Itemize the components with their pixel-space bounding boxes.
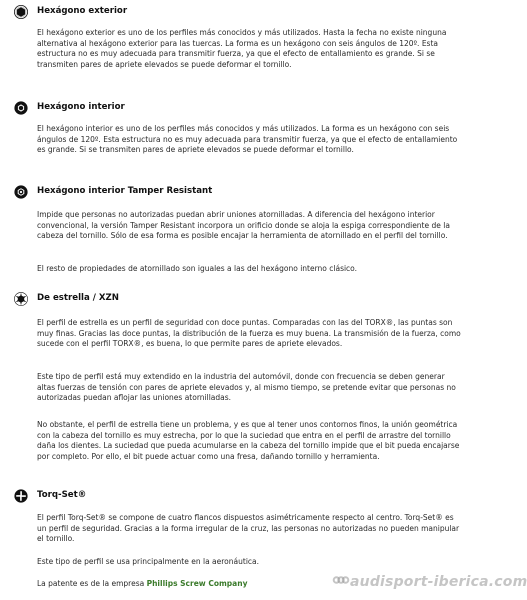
section-heading (14, 487, 86, 503)
section-heading (14, 290, 119, 306)
hex-interior-icon (14, 100, 28, 114)
patent-prefix: La patente es de la empresa (37, 579, 147, 588)
hex-tamper-icon (14, 184, 28, 198)
section-title: Hexágono interior (37, 102, 125, 112)
section-paragraph: Impide que personas no autorizadas puedan abrir uniones atornilladas. A diferencia del hexágono interior convencional, la versión Tamper Resistant incorpora un orificio donde se aloja la espiga correspondiente de la cabeza del tornillo. Sólo de esa forma es posible encajar la herramienta de atornillado en el perfil del tornillo. (37, 210, 450, 241)
section-title: De estrella / XZN (37, 293, 119, 303)
section-heading (14, 183, 212, 199)
section-paragraph: El hexágono exterior es uno de los perfiles más conocidos y más utilizados. Hasta la fecha no existe ninguna alternativa al hexágono exterior para las tuercas. La forma es un hexágono con seis ángulos de 120º. Esta estructura no es muy adecuada para transmitir fuerza, ya que el efecto de entallamiento es grande. Si se transmiten pares de apriete elevados se puede deformar el tornillo. (37, 28, 447, 69)
section-paragraph: Este tipo de perfil se usa principalmente en la aeronáutica. (37, 557, 260, 566)
section-paragraph: El perfil Torq-Set® se compone de cuatro flancos dispuestos asimétricamente respecto al centro. Torq-Set® es un perfil de seguridad. Gracias a la forma irregular de la cruz, las personas no autorizadas no pueden manipular el tornillo. (37, 513, 460, 544)
section-paragraph: El resto de propiedades de atornillado son iguales a las del hexágono interno clásico. (37, 264, 358, 273)
section-paragraph: El perfil de estrella es un perfil de seguridad con doce puntas. Comparadas con las del TORX®, las puntas son muy finas. Gracias las doce puntas, la distribución de la fuerza es muy buena. La transmisión de la fuerza, como sucede con el perfil TORX®, es buena, lo que permite pares de apriete elevados. (37, 318, 461, 349)
hex-exterior-icon (14, 4, 28, 18)
section-title: Hexágono interior Tamper Resistant (37, 186, 213, 196)
patent-company-link[interactable]: Phillips Screw Company (146, 579, 248, 588)
section-title: Torq-Set® (37, 490, 87, 500)
section-paragraph: Este tipo de perfil está muy extendido en la industria del automóvil, donde con frecuencia se deben generar altas fuerzas de tensión con pares de apriete elevados y, al mismo tiempo, se pretende evitar que personas no autorizadas puedan aflojar las uniones atornilladas. (37, 372, 456, 403)
section-heading (14, 99, 125, 115)
star-xzn-icon (14, 291, 28, 305)
section-title: Hexágono exterior (37, 6, 128, 16)
section-paragraph: No obstante, el perfil de estrella tiene un problema, y es que al tener unos contornos finos, la unión geométrica con la cabeza del tornillo es muy estrecha, por lo que la suciedad que entra en el perfil de arrastre del tornillo daña los dientes. La suciedad que pueda acumularse en la cabeza del tornillo impide que el bit pueda encajarse por completo. Por ello, el bit puede actuar como una fresa, dañando tornillo y herramienta. (37, 420, 460, 461)
torq-set-icon (14, 488, 28, 502)
section-paragraph: El hexágono interior es uno de los perfiles más conocidos y más utilizados. La forma es un hexágono con seis ángulos de 120º. Esta estructura no es muy adecuada para transmitir fuerza, ya que el efecto de entallamiento es grande. Si se transmiten pares de apriete elevados se puede deformar el tornillo. (37, 124, 458, 155)
section-heading (14, 3, 127, 19)
watermark-logo-icon (332, 571, 350, 589)
watermark-text: audisport-iberica.com (350, 574, 527, 590)
